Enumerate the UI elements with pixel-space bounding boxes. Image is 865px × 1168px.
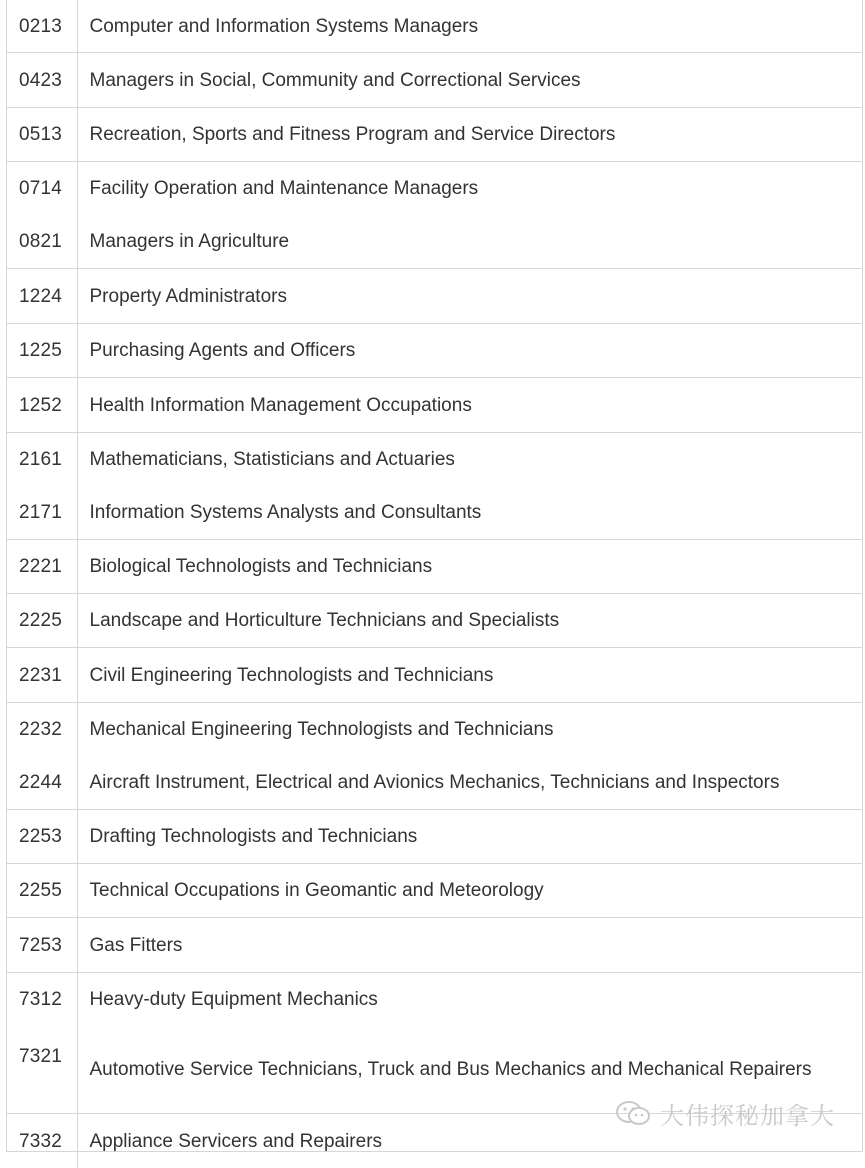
occupation-title-cell: Landscape and Horticulture Technicians and Specialists <box>77 594 862 648</box>
table-row <box>7 0 862 53</box>
occupation-title-cell: Automotive Service Technicians, Truck and Bus Mechanics and Mechanical Repairers <box>77 1026 862 1114</box>
noc-code-cell: 7312 <box>7 973 77 1027</box>
noc-occupation-table-container <box>6 0 863 1152</box>
noc-code-cell: 2255 <box>7 864 77 918</box>
table-row <box>7 918 862 973</box>
table-row <box>7 162 862 216</box>
noc-code-cell: 1252 <box>7 378 77 433</box>
noc-code-cell: 2221 <box>7 540 77 594</box>
wechat-icon <box>614 1099 654 1129</box>
noc-code-cell: 7332 <box>7 1114 77 1168</box>
noc-code-cell: 7321 <box>7 1026 77 1114</box>
table-row <box>7 864 862 918</box>
table-row <box>7 269 862 324</box>
table-row <box>7 486 862 540</box>
noc-code-cell: 2231 <box>7 648 77 703</box>
table-row <box>7 324 862 378</box>
occupation-title-cell: Managers in Agriculture <box>77 215 862 269</box>
noc-code-cell: 1225 <box>7 324 77 378</box>
noc-code-cell: 0213 <box>7 0 77 53</box>
occupation-title-cell: Gas Fitters <box>77 918 862 973</box>
occupation-title-cell: Heavy-duty Equipment Mechanics <box>77 973 862 1027</box>
table-row <box>7 433 862 487</box>
occupation-title-cell: Health Information Management Occupations <box>77 378 862 433</box>
occupation-title-cell: Facility Operation and Maintenance Managers <box>77 162 862 216</box>
table-row <box>7 540 862 594</box>
noc-code-cell: 0714 <box>7 162 77 216</box>
occupation-title-cell: Mathematicians, Statisticians and Actuaries <box>77 433 862 487</box>
noc-code-cell: 0821 <box>7 215 77 269</box>
noc-code-cell: 0513 <box>7 108 77 162</box>
noc-code-cell: 2171 <box>7 486 77 540</box>
occupation-title-cell: Appliance Servicers and Repairers <box>77 1114 862 1168</box>
table-row <box>7 215 862 269</box>
occupation-title-cell: Mechanical Engineering Technologists and Technicians <box>77 703 862 757</box>
noc-code-cell: 2161 <box>7 433 77 487</box>
occupation-title-cell: Recreation, Sports and Fitness Program and Service Directors <box>77 108 862 162</box>
watermark-text: 大伟探秘加拿大 <box>660 1096 835 1131</box>
table-row <box>7 53 862 108</box>
noc-code-cell: 1224 <box>7 269 77 324</box>
occupation-title-cell: Aircraft Instrument, Electrical and Avionics Mechanics, Technicians and Inspectors <box>77 756 862 810</box>
table-row <box>7 648 862 703</box>
noc-code-cell: 2253 <box>7 810 77 864</box>
noc-code-cell: 0423 <box>7 53 77 108</box>
table-row <box>7 703 862 757</box>
noc-code-cell: 2225 <box>7 594 77 648</box>
table-row <box>7 378 862 433</box>
occupation-title-cell: Managers in Social, Community and Correctional Services <box>77 53 862 108</box>
occupation-title-cell: Computer and Information Systems Managers <box>77 0 862 53</box>
occupation-title-cell: Drafting Technologists and Technicians <box>77 810 862 864</box>
table-row <box>7 108 862 162</box>
wechat-watermark <box>614 1096 835 1131</box>
noc-code-cell: 2232 <box>7 703 77 757</box>
noc-occupation-table <box>7 0 862 1168</box>
table-row <box>7 594 862 648</box>
noc-code-cell: 2244 <box>7 756 77 810</box>
table-row <box>7 810 862 864</box>
table-row <box>7 973 862 1027</box>
occupation-title-cell: Technical Occupations in Geomantic and Meteorology <box>77 864 862 918</box>
occupation-title-cell: Property Administrators <box>77 269 862 324</box>
noc-code-cell: 7253 <box>7 918 77 973</box>
occupation-title-cell: Purchasing Agents and Officers <box>77 324 862 378</box>
occupation-title-cell: Information Systems Analysts and Consultants <box>77 486 862 540</box>
occupation-title-cell: Biological Technologists and Technicians <box>77 540 862 594</box>
occupation-title-cell: Civil Engineering Technologists and Technicians <box>77 648 862 703</box>
table-row <box>7 756 862 810</box>
